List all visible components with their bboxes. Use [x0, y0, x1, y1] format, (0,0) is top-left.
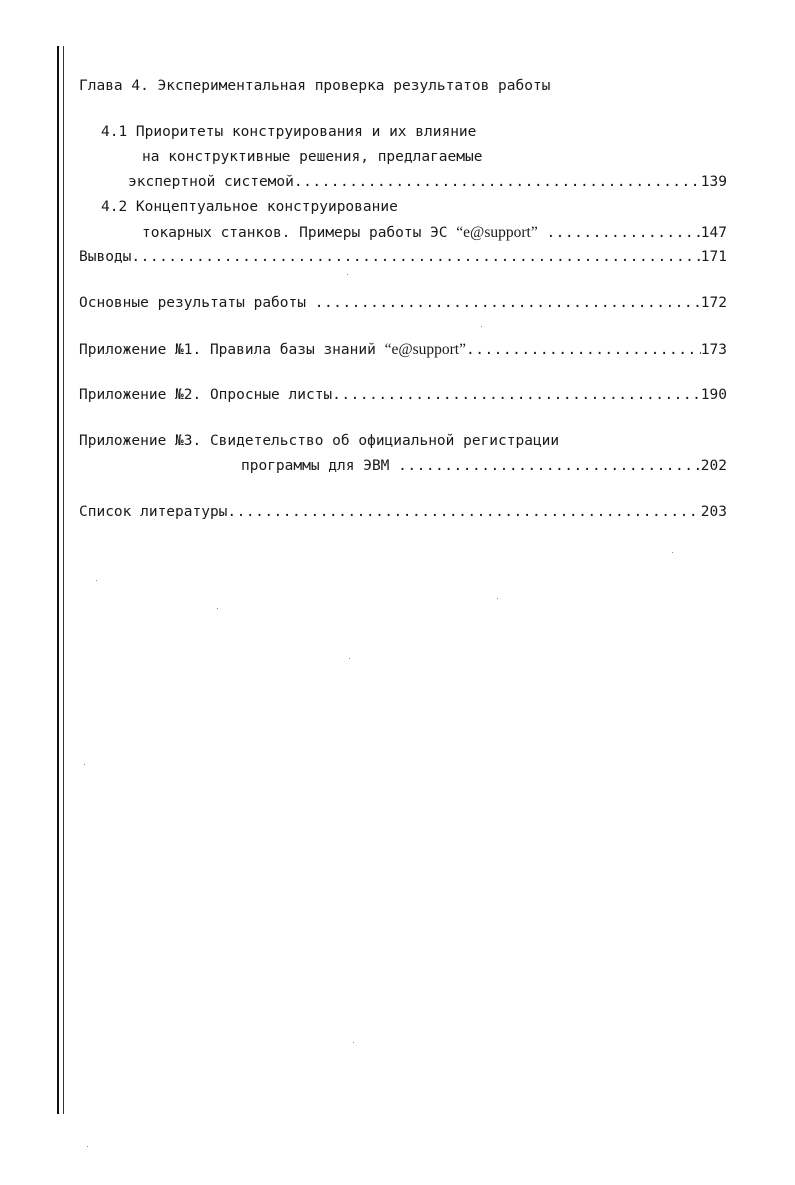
- leader-dots: [466, 338, 701, 363]
- leader-dots: [227, 500, 700, 525]
- scan-speck: [672, 552, 673, 553]
- system-name: “e@support”: [384, 341, 466, 358]
- chapter-4-heading: [79, 74, 727, 99]
- page-number: 139: [700, 174, 727, 190]
- scan-speck: [481, 326, 482, 327]
- table-of-contents: [79, 74, 727, 525]
- toc-entry-conclusions: [79, 245, 727, 270]
- page-number: 190: [700, 387, 727, 403]
- leader-dots: [332, 383, 701, 408]
- page-number: 171: [700, 249, 727, 265]
- toc-entry-text: Выводы: [79, 249, 132, 265]
- scan-speck: [497, 598, 498, 599]
- leader-dots: [546, 221, 700, 246]
- toc-entry-4-2-line1: [79, 195, 727, 220]
- toc-entry-text: Приложение №2. Опросные листы: [79, 387, 333, 403]
- toc-entry-appendix-3-line2: [79, 454, 727, 479]
- system-name: “e@support”: [456, 224, 538, 241]
- scan-speck: [349, 658, 350, 659]
- scan-speck: [96, 580, 97, 581]
- left-margin-rule-inner: [63, 46, 64, 1114]
- toc-entry-4-2-line2: [79, 220, 727, 245]
- scan-speck: [87, 1146, 88, 1147]
- toc-entry-4-1-line2: [79, 145, 727, 170]
- leader-dots: [131, 245, 700, 270]
- toc-entry-text: Основные результаты работы: [79, 295, 306, 311]
- scan-speck: [347, 274, 348, 275]
- toc-entry-4-1-line1: [79, 120, 727, 145]
- leader-dots: [398, 454, 701, 479]
- toc-entry-text: Список литературы: [79, 504, 228, 520]
- scan-speck: [84, 764, 85, 765]
- toc-entry-appendix-1: [79, 337, 727, 362]
- toc-entry-references: [79, 500, 727, 525]
- toc-entry-text: Правила базы знаний: [209, 342, 376, 358]
- page-number: 173: [700, 342, 727, 358]
- toc-entry-appendix-3-line1: [79, 429, 727, 454]
- toc-entry-text: программы для ЭВМ: [241, 458, 390, 474]
- page-number: 203: [700, 504, 727, 520]
- left-margin-rule: [57, 46, 59, 1114]
- appendix-label: Приложение №1.: [79, 342, 202, 358]
- toc-entry-text: 4.2 Концептуальное конструирование: [101, 199, 398, 215]
- toc-entry-appendix-2: [79, 383, 727, 408]
- toc-entry-text: на конструктивные решения, предлагаемые: [142, 149, 483, 165]
- page-number: 147: [700, 225, 727, 241]
- toc-entry-text: токарных станков. Примеры работы ЭС: [142, 225, 448, 241]
- chapter-title: Глава 4. Экспериментальная проверка результатов работы: [79, 78, 551, 94]
- toc-entry-text: Свидетельство об официальной регистрации: [209, 433, 560, 449]
- toc-entry-text: экспертной системой: [128, 174, 294, 190]
- toc-entry-text: 4.1 Приоритеты конструирования и их влияние: [101, 124, 477, 140]
- scan-speck: [353, 1042, 354, 1043]
- leader-dots: [315, 291, 701, 316]
- toc-entry-main-results: [79, 291, 727, 316]
- leader-dots: [294, 170, 701, 195]
- appendix-label: Приложение №3.: [79, 433, 202, 449]
- page-number: 202: [700, 458, 727, 474]
- scan-speck: [217, 608, 218, 609]
- toc-entry-4-1-line3: [79, 170, 727, 195]
- page-number: 172: [700, 295, 727, 311]
